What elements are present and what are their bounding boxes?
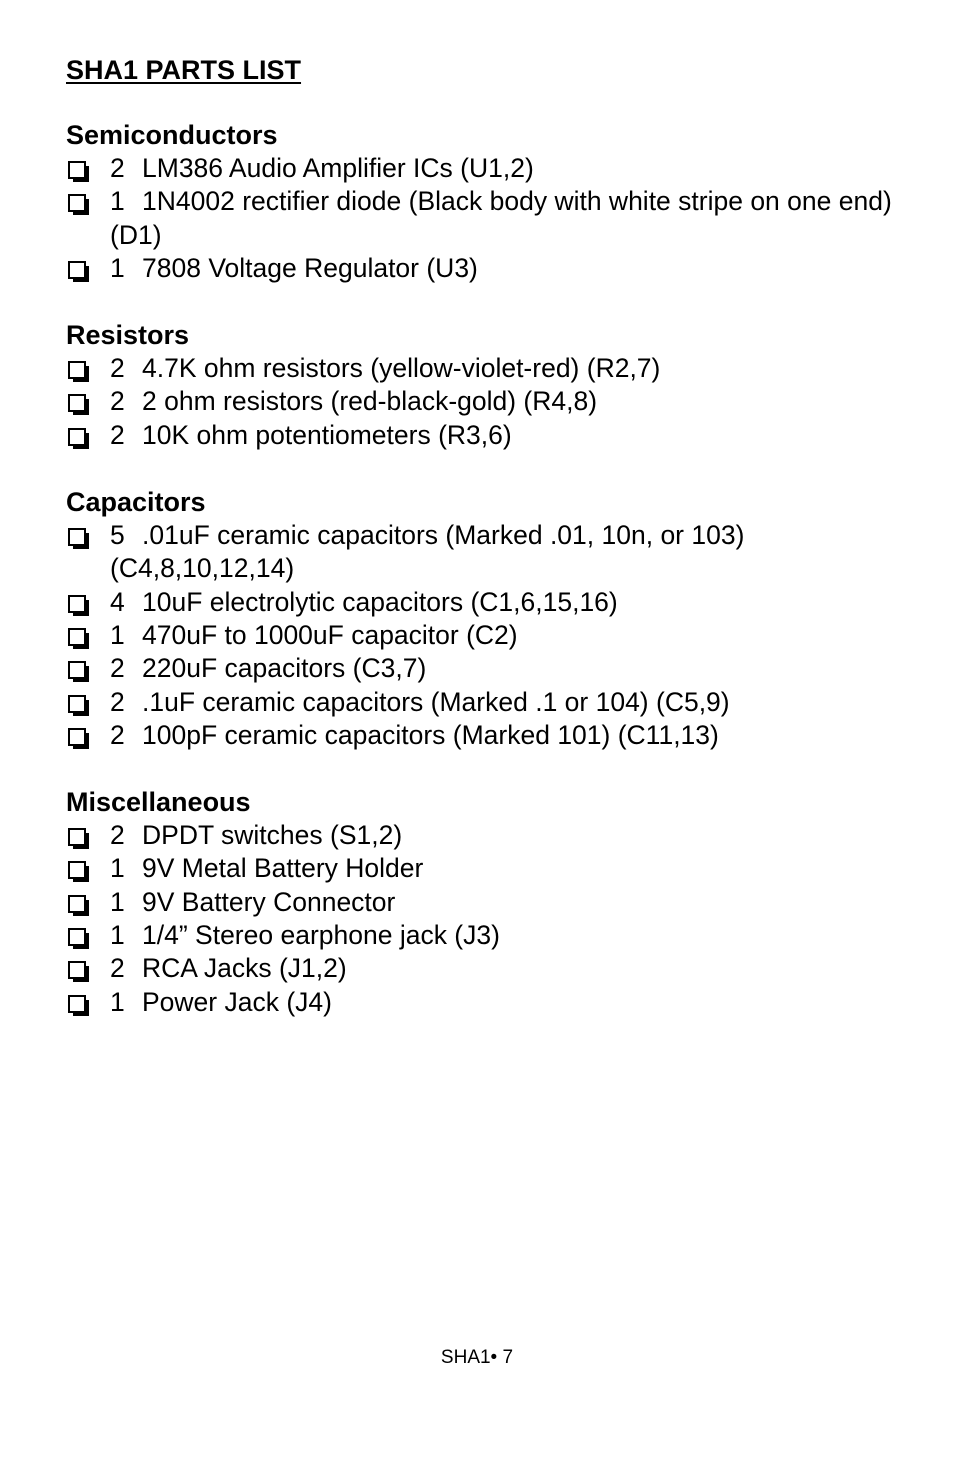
checkbox-icon[interactable] [68, 961, 86, 979]
item-description: 1/4” Stereo earphone jack (J3) [142, 920, 500, 951]
list-item [66, 519, 906, 586]
page-title: SHA1 PARTS LIST [66, 55, 302, 85]
section-miscellaneous [66, 785, 906, 1019]
item-quantity: 2 [110, 353, 125, 384]
checkbox-icon[interactable] [68, 394, 86, 412]
checkbox-icon[interactable] [68, 528, 86, 546]
checkbox-icon[interactable] [68, 194, 86, 212]
section-heading: Semiconductors [66, 120, 278, 150]
item-quantity: 2 [110, 153, 125, 183]
list-item [66, 952, 906, 985]
item-description: 9V Battery Connector [142, 886, 396, 917]
item-quantity: 4 [110, 586, 125, 617]
page-footer: SHA1• 7 [440, 1347, 514, 1368]
parts-list-page [66, 52, 906, 1052]
checkbox-icon[interactable] [68, 728, 86, 746]
item-quantity: 2 [110, 686, 125, 717]
checkbox-icon[interactable] [68, 628, 86, 646]
list-item [66, 986, 906, 1019]
list-item [66, 719, 906, 752]
item-description: 1N4002 rectifier diode (Black body with white stripe on one end) (D1) [110, 186, 892, 250]
parts-list [66, 352, 906, 452]
checkbox-icon[interactable] [68, 161, 86, 179]
list-item [66, 819, 906, 852]
item-quantity: 2 [110, 719, 125, 750]
list-item [66, 385, 906, 418]
checkbox-icon[interactable] [68, 261, 86, 279]
item-description: 4.7K ohm resistors (yellow-violet-red) (R2,7) [142, 353, 661, 384]
item-description: 470uF to 1000uF capacitor (C2) [142, 619, 518, 650]
list-item [66, 886, 906, 919]
item-description: 220uF capacitors (C3,7) [142, 653, 427, 684]
parts-list [66, 819, 906, 1019]
section-heading: Resistors [66, 320, 190, 351]
list-item [66, 352, 906, 385]
item-quantity: 2 [110, 820, 125, 851]
list-item [66, 419, 906, 452]
list-item [66, 586, 906, 619]
item-description: 10K ohm potentiometers (R3,6) [142, 419, 512, 450]
item-quantity: 1 [110, 853, 125, 884]
item-description: 100pF ceramic capacitors (Marked 101) (C11,13) [142, 719, 719, 750]
section-heading: Capacitors [66, 487, 206, 518]
checkbox-icon[interactable] [68, 428, 86, 446]
item-description: RCA Jacks (J1,2) [142, 953, 347, 984]
parts-list [66, 519, 906, 752]
item-description: DPDT switches (S1,2) [142, 820, 403, 851]
item-description: 7808 Voltage Regulator (U3) [142, 252, 478, 283]
item-description: 2 ohm resistors (red-black-gold) (R4,8) [142, 386, 598, 417]
section-semiconductors [66, 118, 906, 285]
item-description: 10uF electrolytic capacitors (C1,6,15,16) [142, 586, 618, 617]
checkbox-icon[interactable] [68, 895, 86, 913]
item-quantity: 1 [110, 886, 125, 917]
checkbox-icon[interactable] [68, 661, 86, 679]
list-item [66, 686, 906, 719]
item-quantity: 5 [110, 520, 125, 551]
checkbox-icon[interactable] [68, 995, 86, 1013]
checkbox-icon[interactable] [68, 828, 86, 846]
section-resistors [66, 318, 906, 452]
item-description: 9V Metal Battery Holder [142, 853, 424, 884]
item-quantity: 1 [110, 619, 125, 650]
list-item [66, 852, 906, 885]
parts-list [66, 152, 906, 285]
list-item [66, 252, 906, 285]
item-quantity: 2 [110, 419, 125, 450]
list-item [66, 185, 906, 252]
checkbox-icon[interactable] [68, 861, 86, 879]
list-item [66, 919, 906, 952]
section-capacitors [66, 485, 906, 752]
item-description: .1uF ceramic capacitors (Marked .1 or 104) (C5,9) [142, 686, 730, 717]
item-description: .01uF ceramic capacitors (Marked .01, 10n, or 103) (C4,8,10,12,14) [110, 520, 745, 584]
item-quantity: 2 [110, 386, 125, 417]
item-description: Power Jack (J4) [142, 986, 332, 1017]
item-quantity: 1 [110, 252, 125, 283]
list-item [66, 619, 906, 652]
list-item [66, 652, 906, 685]
checkbox-icon[interactable] [68, 595, 86, 613]
section-heading: Miscellaneous [66, 787, 251, 818]
item-quantity: 2 [110, 653, 125, 684]
item-quantity: 2 [110, 953, 125, 984]
item-description: LM386 Audio Amplifier ICs (U1,2) [142, 153, 534, 183]
checkbox-icon[interactable] [68, 361, 86, 379]
item-quantity: 1 [110, 920, 125, 951]
list-item [66, 152, 906, 185]
checkbox-icon[interactable] [68, 695, 86, 713]
item-quantity: 1 [110, 986, 125, 1017]
checkbox-icon[interactable] [68, 928, 86, 946]
item-quantity: 1 [110, 186, 125, 217]
